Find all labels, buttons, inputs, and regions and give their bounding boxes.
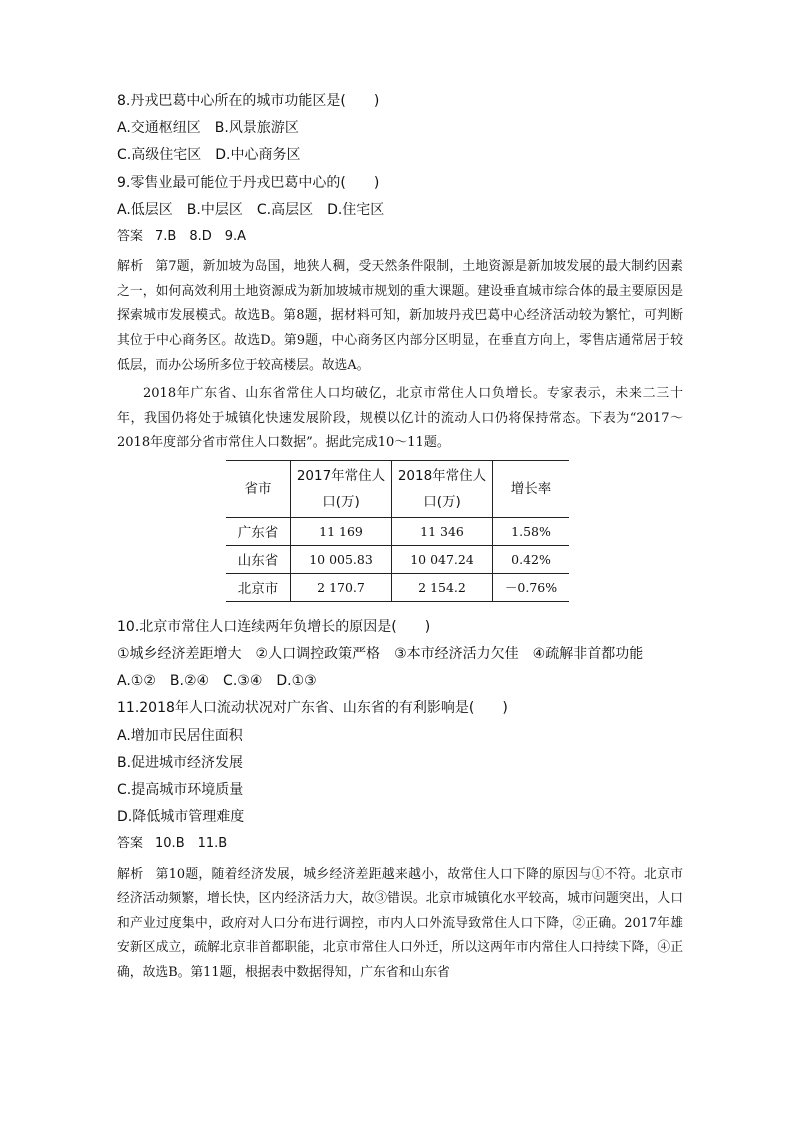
table-cell: 11 346 [392, 517, 493, 545]
table-cell: 北京市 [237, 581, 279, 598]
answer-10-11 [117, 835, 683, 853]
header-2017: 2017年常住人口(万) [291, 460, 392, 517]
table-cell: －0.76% [493, 573, 570, 601]
question-9-options [117, 201, 683, 219]
q9-option-b: B.中层区 [186, 201, 243, 218]
header-growth: 增长率 [493, 460, 570, 517]
question-8-options-row2 [117, 146, 683, 164]
table-cell: 2 170.7 [291, 573, 392, 601]
q10-option-a: A.①② [117, 673, 156, 690]
question-11-stem: 11.2018年人口流动状况对广东省、山东省的有利影响是( ) [117, 700, 508, 717]
q8-option-a: A.交通枢纽区 [117, 120, 201, 137]
header-2018: 2018年常住人口(万) [392, 460, 493, 517]
table-row [226, 517, 569, 545]
table-cell: 10 005.83 [291, 545, 392, 573]
answer-label: 答案 [117, 836, 144, 852]
question-9-stem: 9.零售业最可能位于丹戎巴葛中心的( ) [117, 174, 380, 191]
explanation-text: 第7题，新加坡为岛国，地狭人稠，受天然条件限制，土地资源是新加坡发展的最大制约因素之一，如何高效利用土地资源成为新加坡城市规划的重大课题。建设垂直城市综合体的最主要原因是探索城市发展模式。故选B。第8题，据材料可知，新加坡丹戎巴葛中心经济活动较为繁忙，可判断其位于中心商务区。故选D。第9题，中心商务区内部分区明显，在垂直方向上，零售店通常居于较低层，而办公场所多位于较高楼层。故选A。 [117, 259, 683, 373]
table-cell: 10 047.24 [392, 545, 493, 573]
document-page [117, 92, 683, 990]
q8-option-c: C.高级住宅区 [117, 147, 202, 164]
q9-option-a: A.低层区 [117, 201, 173, 218]
population-table [226, 460, 569, 602]
q11-option-d: D.降低城市管理难度 [117, 809, 245, 826]
question-10-options [117, 672, 683, 690]
q11-option-b: B.促进城市经济发展 [117, 754, 244, 771]
q9-option-d: D.住宅区 [327, 201, 385, 218]
q11-option-a: A.增加市民居住面积 [117, 727, 243, 744]
q8-option-d: D.中心商务区 [215, 147, 301, 164]
table-cell: 1.58% [493, 517, 570, 545]
answer-label: 答案 [117, 228, 144, 244]
table-row [226, 545, 569, 573]
q10-option-c: C.③④ [223, 673, 263, 690]
explanation-label: 解析 [117, 866, 144, 882]
answer-7-9 [117, 228, 683, 246]
answer-text: 10.B 11.B [155, 836, 228, 852]
table-cell: 2 154.2 [392, 573, 493, 601]
table-header-row [226, 460, 569, 517]
table-cell: 广东省 [237, 525, 279, 542]
question-10-stem: 10.北京市常住人口连续两年负增长的原因是( ) [117, 618, 431, 635]
q8-option-b: B.风景旅游区 [214, 120, 299, 137]
table-cell: 山东省 [237, 553, 279, 570]
question-10-statements: ①城乡经济差距增大 ②人口调控政策严格 ③本市经济活力欠佳 ④疏解非首都功能 [117, 646, 644, 663]
header-province: 省市 [244, 480, 272, 497]
q11-option-c: C.提高城市环境质量 [117, 782, 244, 798]
q10-option-b: B.②④ [169, 673, 210, 690]
material-intro-10-11: 2018年广东省、山东省常住人口均破亿，北京市常住人口负增长。专家表示，未来二三十年，我国仍将处于城镇化快速发展阶段，规模以亿计的流动人口仍将保持常态。下表为“2017～2018年度部分省市常住人口数据”。据此完成10～11题。 [117, 386, 683, 451]
answer-text: 7.B 8.D 9.A [155, 228, 247, 244]
question-8-stem: 8.丹戎巴葛中心所在的城市功能区是( ) [117, 93, 380, 109]
explanation-7-9 [117, 255, 683, 378]
q10-option-d: D.①③ [276, 673, 317, 690]
question-8-options-row1 [117, 119, 683, 137]
table-row [226, 573, 569, 601]
table-cell: 0.42% [493, 545, 570, 573]
explanation-text: 第10题，随着经济发展，城乡经济差距越来越小，故常住人口下降的原因与①不符。北京市经济活动频繁，增长快，区内经济活力大，故③错误。北京市城镇化水平较高，城市问题突出，人口和产业过度集中，政府对人口分布进行调控，市内人口外流导致常住人口下降，②正确。2017年雄安新区成立，疏解北京非首都职能，北京市常住人口外迁，所以这两年市内常住人口持续下降，④正确，故选B。第11题，根据表中数据得知，广东省和山东省 [117, 866, 683, 980]
explanation-10-11 [117, 863, 683, 986]
explanation-label: 解析 [117, 259, 144, 275]
q9-option-c: C.高层区 [256, 201, 314, 218]
table-cell: 11 169 [291, 517, 392, 545]
